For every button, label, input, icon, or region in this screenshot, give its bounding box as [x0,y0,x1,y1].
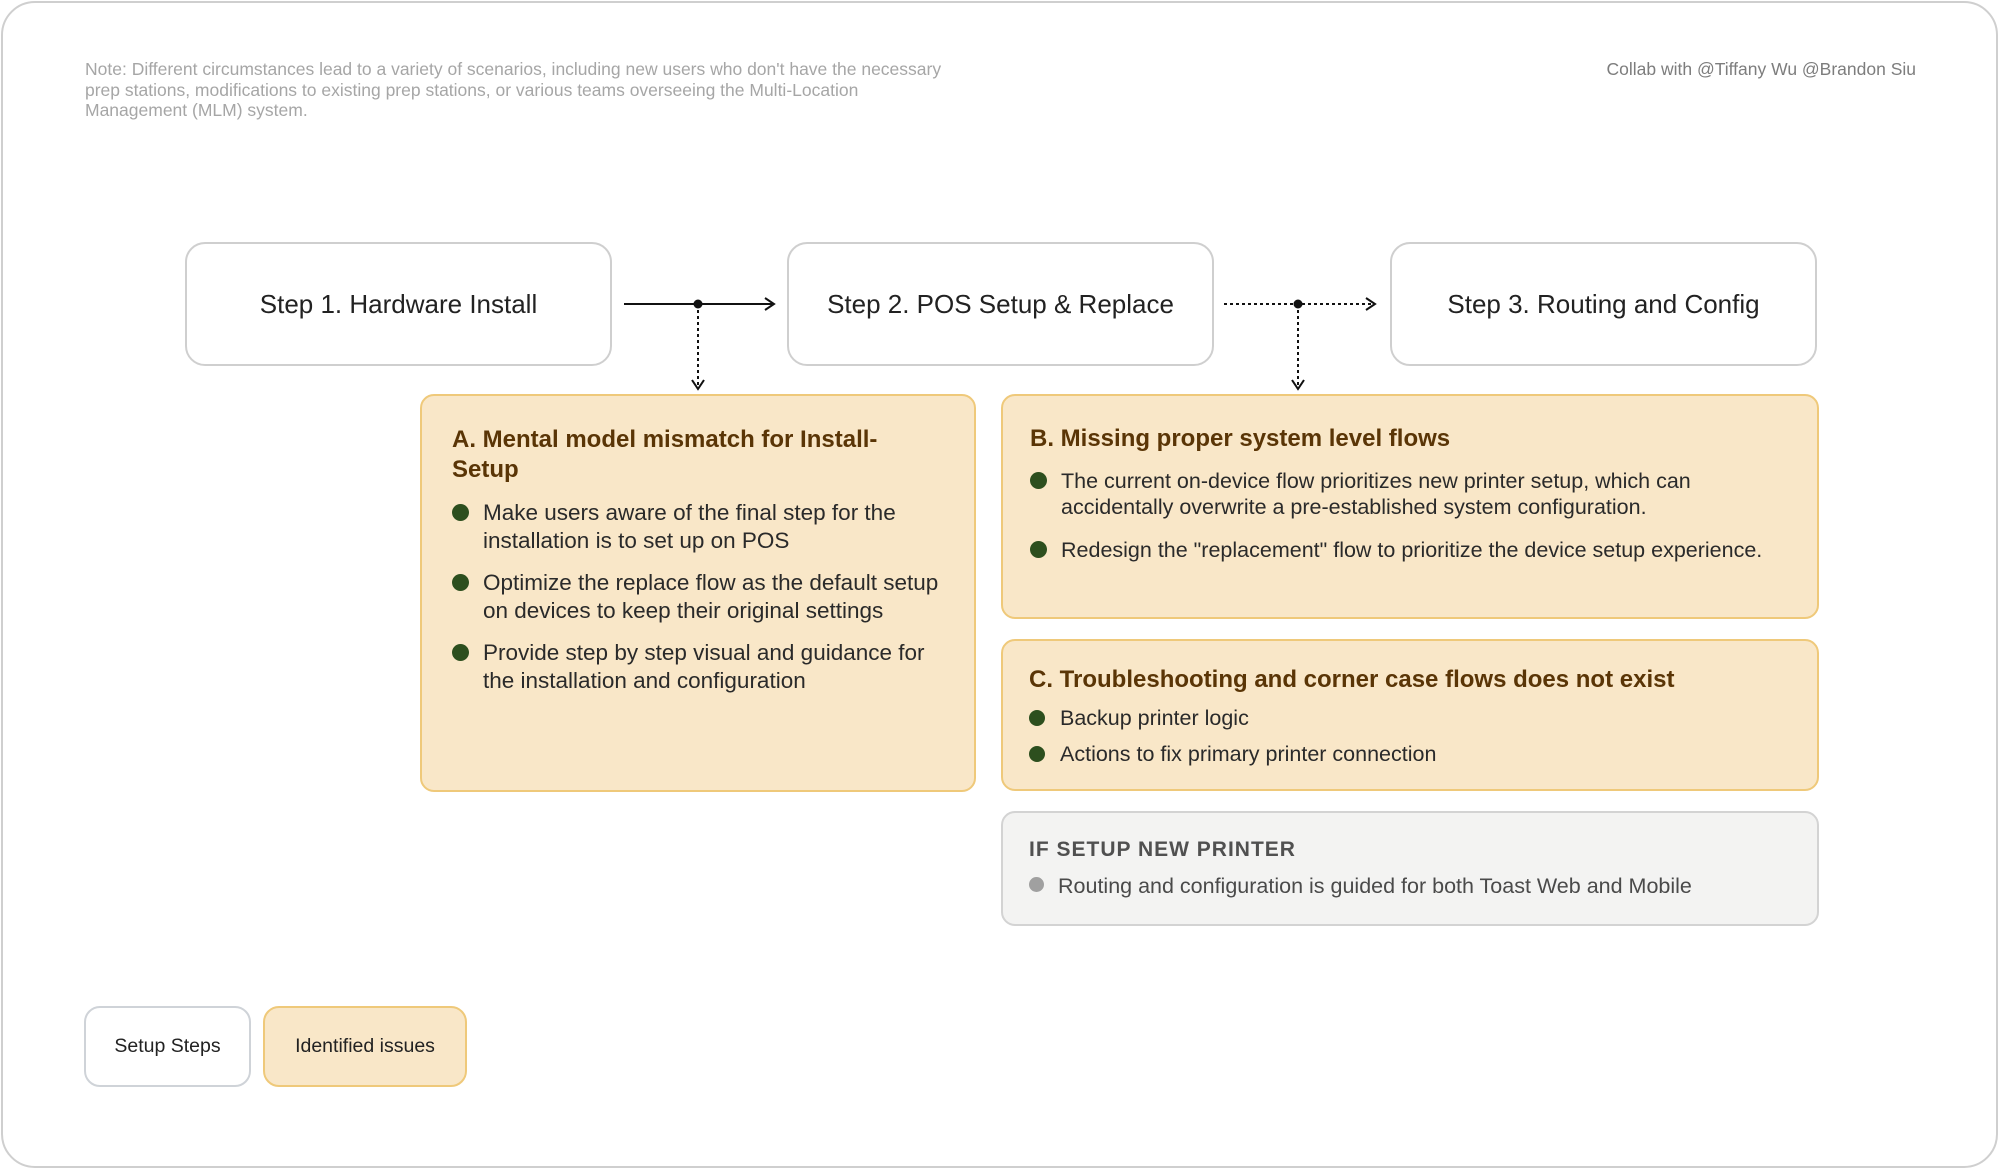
list-item-text: Routing and configuration is guided for both Toast Web and Mobile [1058,874,1692,898]
issue-title: C. Troubleshooting and corner case flows does not exist [1029,666,1675,693]
context-note: Note: Different circumstances lead to a variety of scenarios, including new users who don't have the necessary prep stations, modifications to existing prep stations, or various teams overseeing the Multi-Location Management (MLM) system. [85,59,942,120]
list-item [452,569,944,625]
list-item-text: Optimize the replace flow as the default setup on devices to keep their original settings [483,570,939,623]
bullet-icon [452,504,469,521]
list-item [452,639,944,695]
issue-list [452,499,944,695]
list-item [1030,468,1790,520]
step-hardware-install [185,242,612,366]
step-routing-config [1390,242,1817,366]
issue-card-a [420,394,976,792]
list-item [452,499,944,555]
new-printer-list [1029,873,1791,899]
new-printer-card [1001,811,1819,926]
list-item [1030,537,1790,563]
list-item [1029,873,1791,899]
list-item-text: Actions to fix primary printer connection [1060,742,1437,766]
collaborators-credit: Collab with @Tiffany Wu @Brandon Siu [1606,59,1916,79]
bullet-icon [1029,877,1044,892]
step-label: Step 2. POS Setup & Replace [827,288,1174,319]
bullet-icon [1030,472,1047,489]
bullet-icon [1029,710,1045,726]
list-item [1029,741,1791,767]
bullet-icon [452,574,469,591]
list-item-text: The current on-device flow prioritizes new printer setup, which can accidentally overwrite a pre-established system configuration. [1061,469,1691,519]
list-item-text: Redesign the "replacement" flow to prioritize the device setup experience. [1061,538,1763,562]
issue-list [1030,468,1790,563]
new-printer-title: IF SETUP NEW PRINTER [1029,838,1296,861]
list-item-text: Make users aware of the final step for the installation is to set up on POS [483,500,896,553]
legend-setup-steps [84,1006,251,1087]
issue-card-c [1001,639,1819,791]
list-item-text: Backup printer logic [1060,706,1249,730]
bullet-icon [1029,746,1045,762]
list-item [1029,705,1791,731]
legend-identified-issues [263,1006,467,1087]
step-label: Step 3. Routing and Config [1447,288,1760,319]
issue-title: B. Missing proper system level flows [1030,425,1451,452]
issue-card-b [1001,394,1819,619]
step-label: Step 1. Hardware Install [259,288,538,319]
legend-label: Setup Steps [114,1035,221,1057]
bullet-icon [1030,541,1047,558]
legend-label: Identified issues [295,1035,435,1057]
step-pos-setup-replace [787,242,1214,366]
issue-list [1029,705,1791,767]
bullet-icon [452,644,469,661]
list-item-text: Provide step by step visual and guidance for the installation and configuration [483,640,925,693]
issue-title: A. Mental model mismatch for Install-Setup [452,426,878,483]
